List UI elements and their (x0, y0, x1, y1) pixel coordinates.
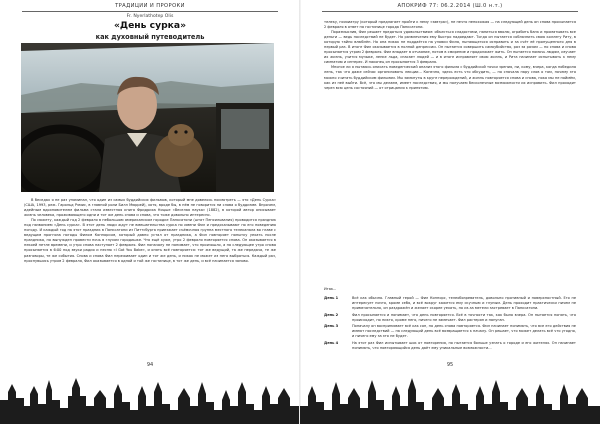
day-text: Всё как обычно. Главный герой — Фил Коннорс, телеобозреватель, довольно противный и поверхностный. Его не интересует ничто, кроме себя, и всё вокруг кажется ему скучным и глупым. День проходит практически ничем не примечательно, он раздражён и желает скорее уехать, но из-за метели застревает в Панксатони. (352, 296, 576, 311)
side-window (221, 109, 269, 149)
article-title: «День сурка» (113, 20, 187, 31)
paragraph: В беседах я не раз упоминал, что один из самых буддийских фильмов, который мне довелось посмотреть — это «День Сурка» (США, 1993, реж. Гарольд Рэмис, в главной роли Билл Мюррей), хотя, вроде бы, в нём не говорится ни слова о буддизме. Впрочем, идейным вдохновителем фильма стала известная книга Фридриха Ницше «Веселая наука» (1882), в которой автор описывает жизнь человека, проживающего одни и тот же день снова и снова, что тоже довольно интересно. (24, 198, 276, 218)
paragraph: телеку, психиатру (который предлагает пройти к нему «завтра»), не нечто непохожая — на следующей день он снова просыпается 2 февраля в ответ на гостинице города Панксатони. (324, 20, 576, 30)
page-number-right: 95 (446, 362, 454, 368)
running-header-left: ТРАДИЦИИ И ПРОРОКИ (115, 3, 185, 9)
groundhog-eye (184, 130, 187, 133)
days-intro: Итак... (324, 287, 337, 291)
day-entry (324, 341, 576, 351)
day-text: Поначалу он воспринимает всё как сон, но день снова повторяется. Фил начинает понимать, что все его действия не имеют последствий — на следующий день всё возвращается к началу. Он решает, что может делать всё что угодно, и ничего ему за это не будет. (352, 324, 576, 339)
day-label: День 2 (324, 312, 339, 317)
running-header-right: АПОКРИФ 77: 06.2.2014 (Ш.0 н.т.) (397, 3, 503, 9)
day-text: Фил просыпается и понимает, что день повторяется. Всё в точности так, как было вчера. Он пытается понять, что происходит, но никто, кроме него, ничего не замечает. Фил растерян и напуган. (352, 312, 576, 322)
day-label: День 4 (324, 340, 339, 345)
paragraph: По сюжету, каждый год 2 февраля в небольшом американском городке Панксатони (штат Пенсильвания) проводится праздник под названием «День сурка». В этот день люди ждут не вмешательства сурка по имени Фил и предсказывают по его поведению погоду. И каждый год на этот праздник в Панксатони из Питтсбурга приезжает съёмочная группа местного телеканала во главе с ведущим прогноза погоды Филом Коннорсом, который давно устал от праздника, а Фил повторяет попытку уехать после праздника, но вынужден провести ночь в глухом городишке. Что ещё хуже, утро 2 февраля повторяется снова. Он оказывается в некоей петле времени, и утро снова наступает 2 февраля. Фил поначалу не понимает, что произошло, а на следующее утро снова просыпается в 6:00 под звуки радио и песню «I Got You Babe», и опять всё повторяется: тот же ведущий, та же передача, те же разговоры, те же события. Снова и снова Фил переживает один и тот же день, и никак не может из него выбраться. Каждый раз, проснувшись утром 2 февраля, Фил оказывается в одной и той же гостинице, в тот же день, и всё начинается заново. (24, 218, 276, 263)
groundhog-head (168, 124, 194, 146)
day-text: На этот раз Фил испытывает шок от повторения, но пытается больше узнать о городе и его жителях. Он начинает понимать, что повторяющийся день даёт ему уникальные возможности... (352, 340, 576, 350)
day-label: День 3 (324, 324, 339, 329)
right-page (300, 0, 600, 424)
paragraph: Многое ли я пытаюсь описать поведенческий анализ этого фильма с буддийской точки зрения, ни, кому, вчера, когда победила лень, так что даже сейчас организовать лекции... Конечно, здесь есть что обсудить, — но сначала пару слов о том, почему это можно считать буддийским фильмом. Мы замкнуты в круге перерождений, и жизнь повторяется снова и снова, пока мы не поймём, как из неё выйти. Всё, что мы делаем, имеет последствия, и мы получаем бесконечные возможности их исправить. Фил проходит через всю цепь состояний — от отрицания к принятию. (324, 65, 576, 90)
film-still-illustration (21, 43, 274, 192)
article-author: Fr. Nyerlathotep Olis (126, 14, 174, 19)
day-label: День 1 (324, 296, 339, 301)
days-section (324, 287, 576, 353)
paragraph: Поразмыслив, Фил решает предаться удовольствиям: объесться сладостями, напиться вволю, ограбить банк и проматывать все деньги — ведь последствий не будет. Но развлечения ему быстро надоедают. Тогда он пытается соблазнить свою коллегу Риту, в которую тайно влюблён. Но она никак не поддаётся на уловки Фила, пытающегося исправить и за счёт её пропущенного дня в первый раз. В итоге Фил оказывается в полной депрессии. Он пытается совершить самоубийство, раз за разом — но снова и снова просыпается утром 2 февраля. Фил впадает в отчаяние, потом в смирение и продолжает жить. Он пытается помочь людям, изучает их жизнь, учится музыке, лепке льда, спасает людей — и в итоге исправляет свою жизнь, и Рита начинает испытывать к нему симпатию и интерес. И наконец он просыпается 3 февраля. (324, 30, 576, 65)
article-subtitle: как духовный путеводитель (95, 33, 205, 41)
right-body-text (324, 20, 576, 91)
day-entry (324, 324, 576, 339)
header-rule (22, 11, 278, 12)
day-entry (324, 296, 576, 311)
groundhog-eye (174, 130, 177, 133)
city-skyline-silhouette (0, 370, 300, 424)
header-rule (322, 11, 578, 12)
city-skyline-silhouette (300, 370, 600, 424)
left-body-text (24, 198, 276, 264)
day-entry (324, 313, 576, 323)
page-number-left: 94 (146, 362, 154, 368)
film-still-photo (21, 43, 274, 192)
